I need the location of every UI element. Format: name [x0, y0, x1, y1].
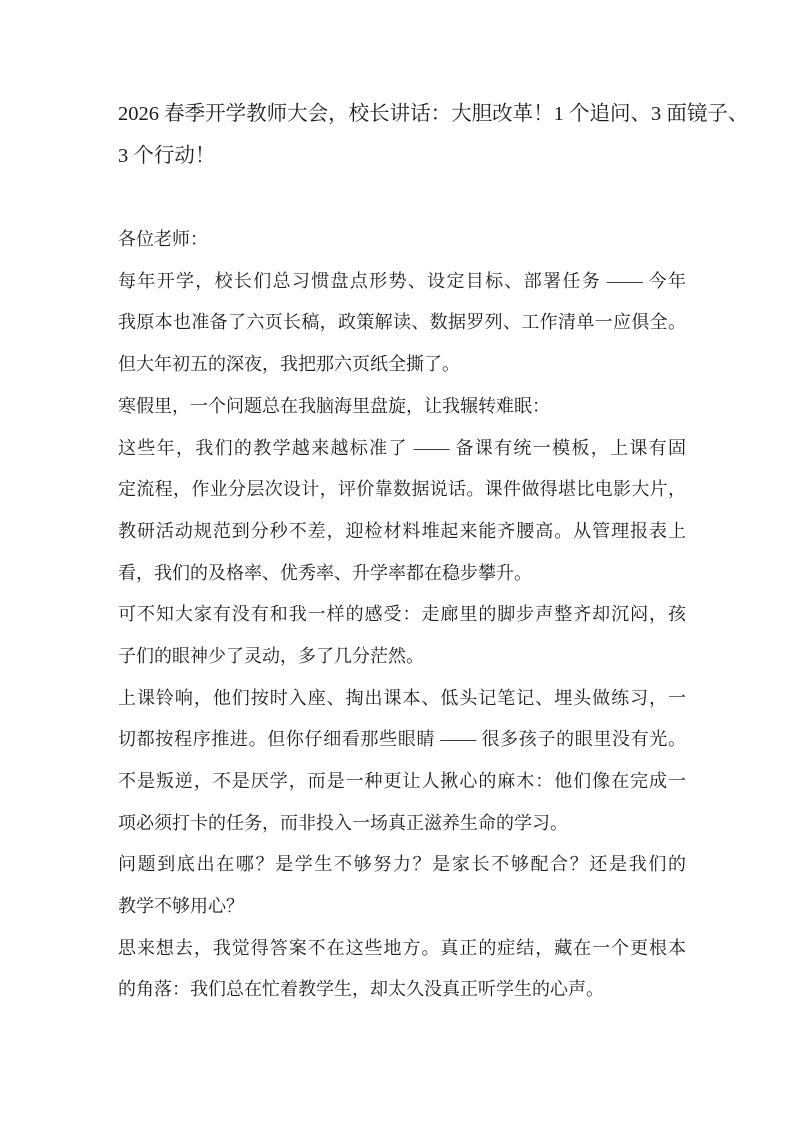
document-text-block	[118, 94, 749, 1011]
document-title-line: 3 个行动！	[118, 144, 216, 167]
body-text-line: 每年开学，校长们总习惯盘点形势、设定目标、部署任务 —— 今年	[118, 270, 686, 291]
body-text-line: 项必须打卡的任务，而非投入一场真正滋养生命的学习。	[118, 812, 568, 833]
body-text-line: 子们的眼神少了灵动，多了几分茫然。	[118, 645, 424, 666]
body-text-line: 上课铃响，他们按时入座、掏出课本、低头记笔记、埋头做练习，一	[118, 687, 686, 708]
body-text-line: 切都按程序推进。但你仔细看那些眼睛 —— 很多孩子的眼里没有光。	[118, 729, 686, 750]
body-text-line: 这些年，我们的教学越来越标准了 —— 备课有统一模板，上课有固	[118, 437, 686, 458]
body-text-line: 我原本也准备了六页长稿，政策解读、数据罗列、工作清单一应俱全。	[118, 312, 686, 333]
body-text-line: 各位老师：	[118, 229, 208, 250]
body-text-line: 但大年初五的深夜，我把那六页纸全撕了。	[118, 354, 460, 375]
body-text-line: 不是叛逆，不是厌学，而是一种更让人揪心的麻木：他们像在完成一	[118, 771, 686, 791]
body-text-line: 思来想去，我觉得答案不在这些地方。真正的症结，藏在一个更根本	[118, 937, 686, 958]
body-text-line: 看，我们的及格率、优秀率、升学率都在稳步攀升。	[118, 562, 532, 583]
blank-line	[118, 177, 686, 219]
body-text-line: 的角落：我们总在忙着教学生，却太久没真正听学生的心声。	[118, 979, 604, 1000]
body-text-line: 教学不够用心？	[118, 896, 244, 917]
body-text-line: 问题到底出在哪？是学生不够努力？是家长不够配合？还是我们的	[118, 854, 686, 875]
body-text-line: 可不知大家有没有和我一样的感受：走廊里的脚步声整齐却沉闷，孩	[118, 604, 686, 625]
document-title-line: 2026 春季开学教师大会，校长讲话：大胆改革！1 个追问、3 面镜子、	[118, 103, 749, 125]
body-text-line: 教研活动规范到分秒不差，迎检材料堆起来能齐腰高。从管理报表上	[118, 520, 686, 541]
body-text-line: 定流程，作业分层次设计，评价靠数据说话。课件做得堪比电影大片，	[118, 479, 686, 500]
body-text-line: 寒假里，一个问题总在我脑海里盘旋，让我辗转难眠：	[118, 395, 550, 416]
